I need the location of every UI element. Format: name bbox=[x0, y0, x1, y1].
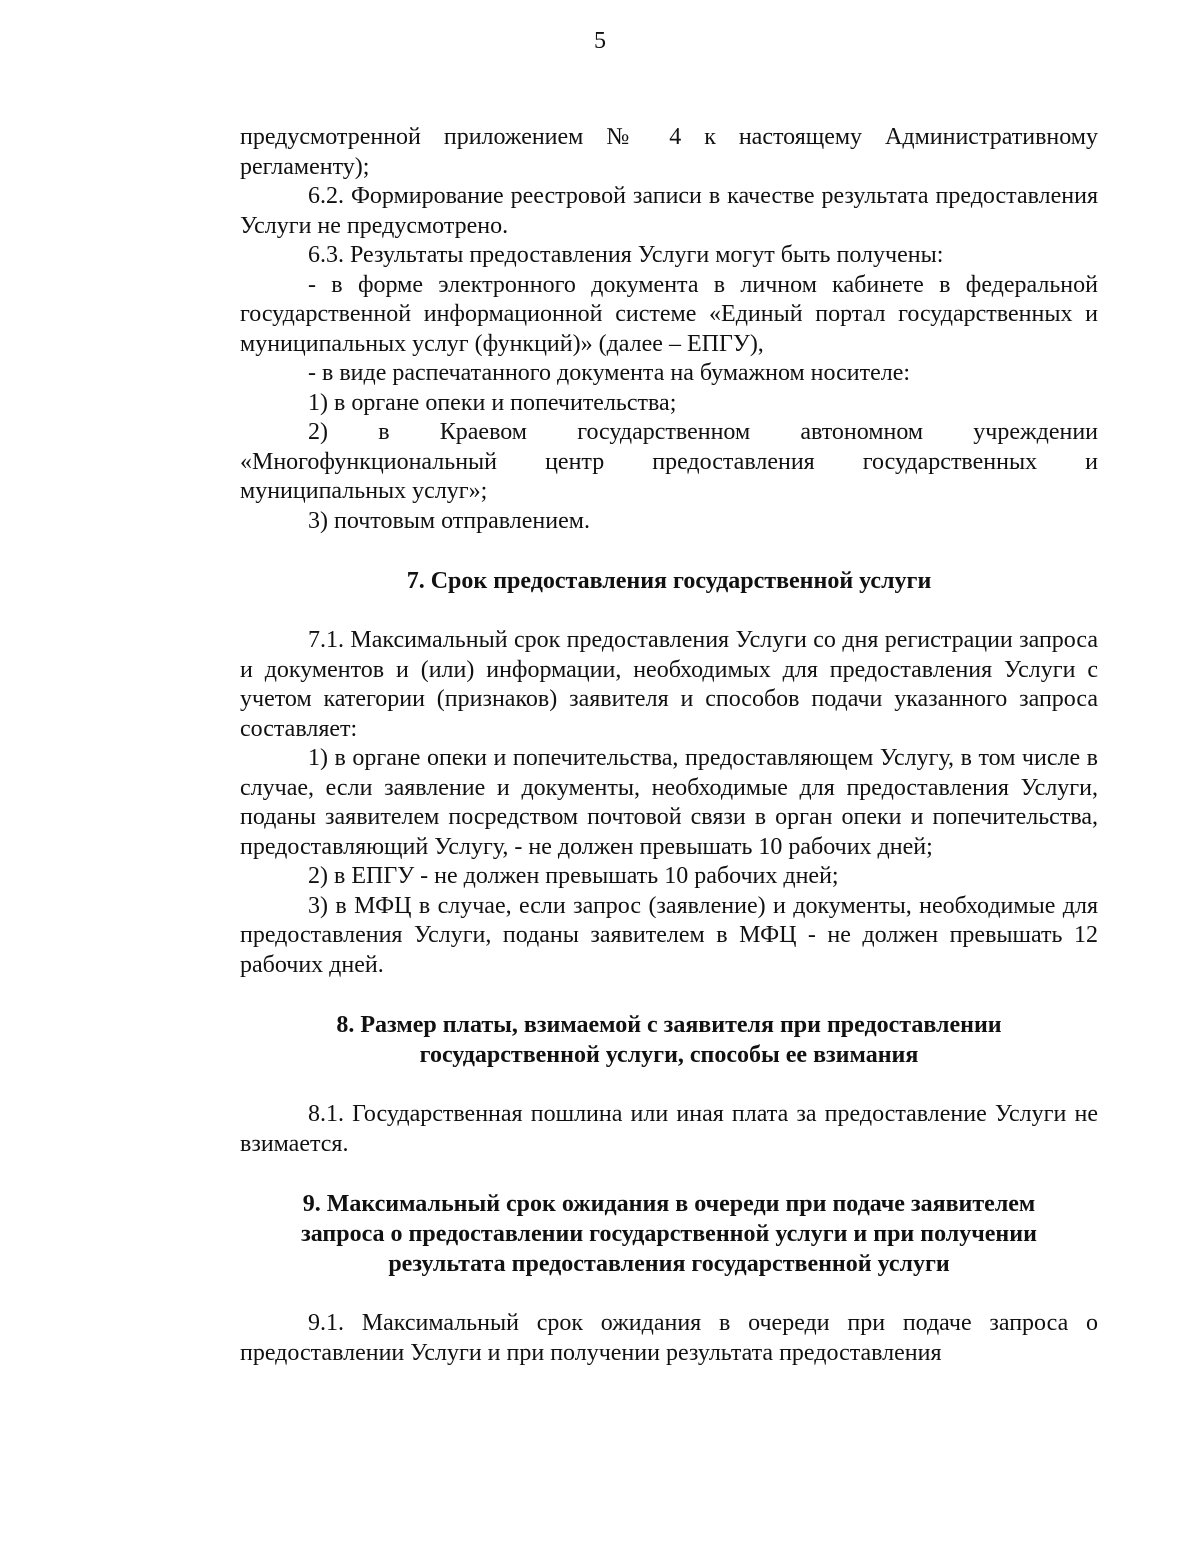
paragraph-8-1: 8.1. Государственная пошлина или иная плата за предоставление Услуги не взимается. bbox=[240, 1101, 1098, 1157]
list-item-guardianship: 1) в органе опеки и попечительства; bbox=[308, 389, 677, 416]
section-8-heading-line: государственной услуги, способы ее взимания bbox=[419, 1042, 919, 1068]
list-item-mfc: 2) в Краевом государственном автономном учреждении «Многофункциональный центр предоставления государственных и муниципальных услуг»; bbox=[240, 419, 1098, 504]
list-item-mail: 3) почтовым отправлением. bbox=[308, 507, 590, 534]
section-9-heading-line: 9. Максимальный срок ожидания в очереди при подаче заявителем bbox=[302, 1191, 1036, 1217]
list-item-paper: - в виде распечатанного документа на бумажном носителе: bbox=[308, 360, 911, 386]
section-9-heading bbox=[240, 1189, 1098, 1279]
paragraph-9-1: 9.1. Максимальный срок ожидания в очереди при подаче запроса о предоставлении Услуги и при получении результата предоставления bbox=[240, 1310, 1098, 1366]
paragraph-continuation: предусмотренной приложением № 4 к настоящему Административному регламенту); bbox=[240, 124, 1098, 180]
list-item-epgu: - в форме электронного документа в личном кабинете в федеральной государственной информационной системе «Единый портал государственных и муниципальных услуг (функций)» (далее – ЕПГУ), bbox=[240, 271, 1098, 357]
paragraph-6-3: 6.3. Результаты предоставления Услуги могут быть получены: bbox=[308, 242, 944, 268]
section-7-heading: 7. Срок предоставления государственной услуги bbox=[406, 568, 932, 594]
page-number: 5 bbox=[594, 28, 606, 54]
section-9-heading-line: запроса о предоставлении государственной услуги и при получении bbox=[301, 1221, 1037, 1247]
section-8-heading-line: 8. Размер платы, взимаемой с заявителя при предоставлении bbox=[336, 1012, 1002, 1038]
document-body bbox=[240, 123, 1098, 1368]
paragraph-6-2: 6.2. Формирование реестровой записи в качестве результата предоставления Услуги не предусмотрено. bbox=[240, 183, 1098, 239]
paragraph-7-1-item-3: 3) в МФЦ в случае, если запрос (заявление) и документы, необходимые для предоставления Услуги, поданы заявителем в МФЦ - не должен превышать 12 рабочих дней. bbox=[240, 892, 1098, 978]
paragraph-7-1-item-1: 1) в органе опеки и попечительства, предоставляющем Услугу, в том числе в случае, если заявление и документы, необходимые для предоставления Услуги, поданы заявителем посредством почтовой связи в орган опеки и попечительства, предоставляющий Услугу, - не должен превышать 10 рабочих дней; bbox=[240, 745, 1098, 860]
paragraph-7-1: 7.1. Максимальный срок предоставления Услуги со дня регистрации запроса и документов и (или) информации, необходимых для предоставления Услуги с учетом категории (признаков) заявителя и способов подачи указанного запроса составляет: bbox=[240, 627, 1098, 742]
paragraph-7-1-item-2: 2) в ЕПГУ - не должен превышать 10 рабочих дней; bbox=[308, 863, 839, 889]
section-9-heading-line: результата предоставления государственной услуги bbox=[388, 1251, 950, 1277]
section-8-heading bbox=[240, 1010, 1098, 1070]
